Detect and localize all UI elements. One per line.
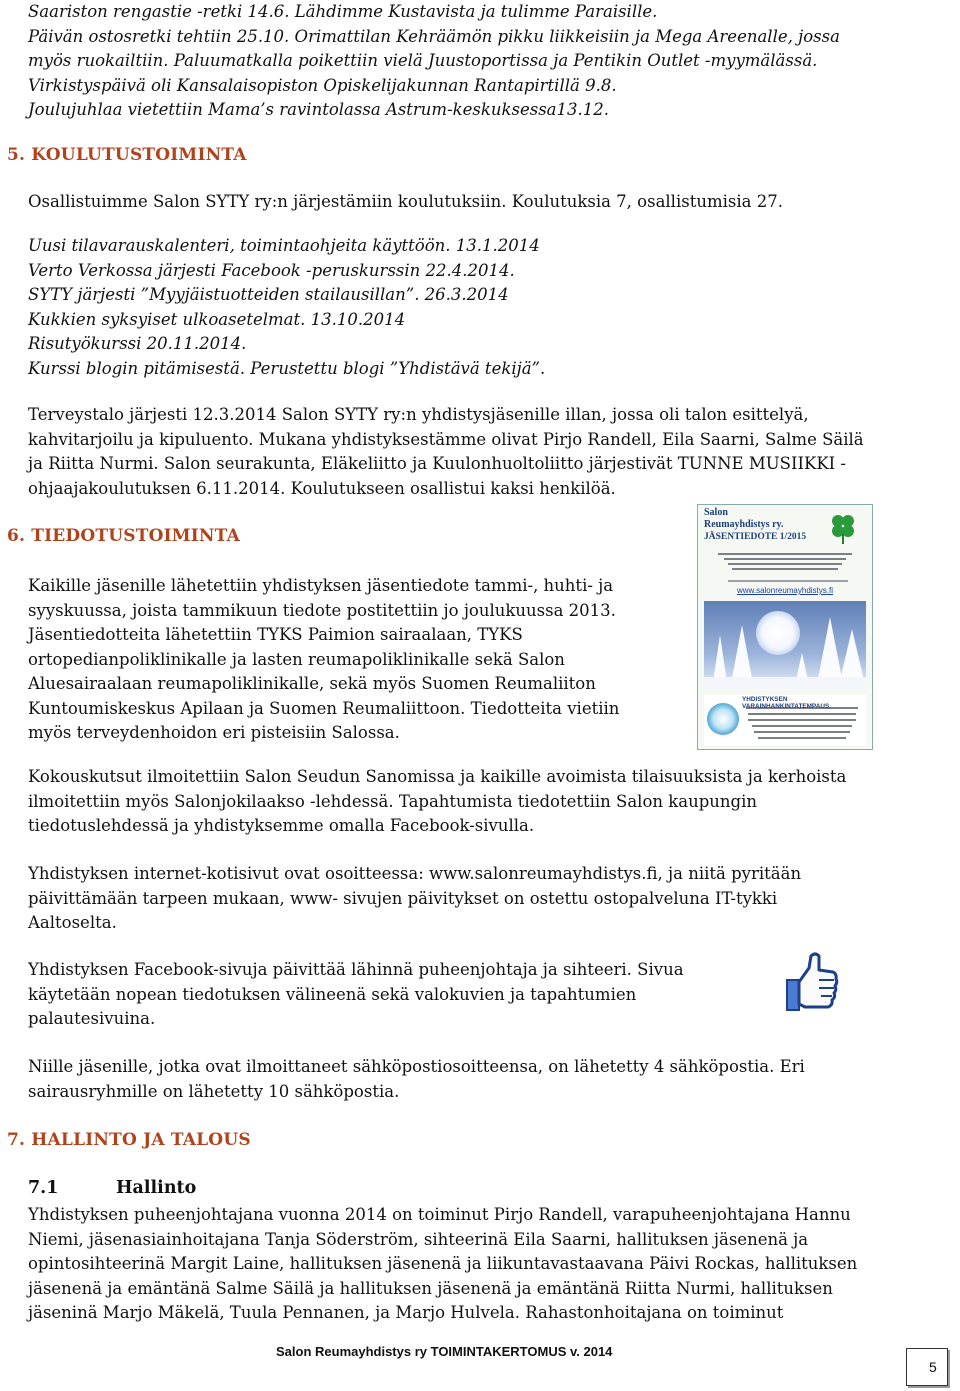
list-item: Risutyökurssi 20.11.2014. [28,334,247,353]
section5-intro: Osallistuimme Salon SYTY ry:n järjestämiin koulutuksiin. Koulutuksia 7, osallistumisia 27. [28,192,783,211]
section6-p3: Yhdistyksen internet-kotisivut ovat osoitteessa: www.salonreumayhdistys.fi, ja niitä pyritään päivittämään tarpeen mukaan, www- sivujen päivitykset on ostettu ostopalveluna IT-tykki Aaltoselta. [28,864,802,932]
section6-p4: Yhdistyksen Facebook-sivuja päivittää lähinnä puheenjohtaja ja sihteeri. Sivua käytetään nopean tiedotuksen välineenä sekä valokuvien ja tapahtumien palautesivuina. [28,960,684,1028]
list-item: Kukkien syksyiset ulkoasetelmat. 13.10.2014 [28,309,406,329]
newsletter-url: www.salonreumayhdistys.fi [736,586,834,595]
page-footer: Salon Reumayhdistys ry TOIMINTAKERTOMUS v. 2014 [276,1344,613,1359]
section-heading-6: 6. TIEDOTUSTOIMINTA [7,526,240,546]
intro-block [28,0,840,123]
section6-p2: Kokouskutsut ilmoitettiin Salon Seudun Sanomissa ja kaikille avoimista tilaisuuksista ja kerhoista ilmoitettiin myös Salonjokilaakso -lehdessä. Tapahtumista tiedotettiin Salon kaupungin tiedotuslehdessä ja yhdistyksemme omalla Facebook-sivulla. [28,767,847,835]
newsletter-image [697,504,873,750]
training-list [28,234,545,381]
intro-line: Joulujuhlaa vietettiin Mama’s ravintolassa Astrum-keskuksessa13.12. [28,100,609,119]
intro-line: Päivän ostosretki tehtiin 25.10. Orimattilan Kehräämön pikku liikkeisiin ja Mega Areenalle, jossa [28,26,840,46]
section7-paragraph: Yhdistyksen puheenjohtajana vuonna 2014 on toiminut Pirjo Randell, varapuheenjohtajana Hannu Niemi, jäsenasiainhoitajana Tanja Söderström, sihteerinä Eila Saarni, hallituksen jäsenenä ja opintosihteerinä Margit Laine, hallituksen jäsenenä ja liikuntavastaavana Päivi Rockas, hallituksen jäsenenä ja emäntänä Salme Säilä ja hallituksen jäsenenä ja emäntänä Riitta Nurmi, hallituksen jäseninä Marjo Mäkelä, Tuula Pennanen, ja Marjo Hulvela. Rahastonhoitajana on toiminut [28,1205,858,1322]
subsection-number: 7.1 [28,1178,59,1198]
section6-p1: Kaikille jäsenille lähetettiin yhdistyksen jäsentiedote tammi-, huhti- ja syyskuussa, joista tammikuun tiedote postitettiin jo joulukuussa 2013. Jäsentiedotteita lähetettiin TYKS Paimion sairaalaan, TYKS ortopedianpoliklinikalle ja lasten reumapoliklinikalle sekä Salon Aluesairaalaan reumapoliklinikalle, sekä myös Suomen Reumaliiton Kuntoumiskeskus Apilaan ja Suomen Reumaliittoon. Tiedotteita vietiin myös terveydenhoidon eri pisteisiin Salossa. [28,576,620,742]
section-heading-7: 7. HALLINTO JA TALOUS [7,1130,251,1150]
list-item: Verto Verkossa järjesti Facebook -peruskurssin 22.4.2014. [28,260,515,280]
newsletter-bottom-title: YHDISTYKSEN VARAINHANKINTATEMPAUS [742,696,830,710]
section5-paragraph: Terveystalo järjesti 12.3.2014 Salon SYTY ry:n yhdistysjäsenille illan, jossa oli talon esittelyä, kahvitarjoilu ja kipuluento. Mukana yhdistyksestämme olivat Pirjo Randell, Eila Saarni, Salme Säilä ja Riitta Nurmi. Salon seurakunta, Eläkeliitto ja Kuulonhuoltoliitto järjestivät TUNNE MUSIIKKI - ohjaajakoulutuksen 6.11.2014. Koulutukseen osallistui kaksi henkilöä. [28,405,864,498]
subsection-title: Hallinto [116,1178,197,1198]
section-heading-5: 5. KOULUTUSTOIMINTA [7,145,247,165]
list-item: Uusi tilavarauskalenteri, toimintaohjeita käyttöön. 13.1.2014 [28,236,540,255]
newsletter-title: JÄSENTIEDOTE 1/2015 [704,532,807,542]
intro-line: Saariston rengastie -retki 14.6. Lähdimme Kustavista ja tulimme Paraisille. [28,2,658,21]
subsection-heading-7-1 [28,1178,196,1198]
intro-line: myös ruokailtiin. Paluumatkalla poikettiin vielä Juustoportissa ja Pentikin Outlet -myymälässä. [28,51,818,70]
page-number: 5 [929,1359,937,1375]
thumbs-up-icon [779,950,839,1018]
newsletter-org2: Reumayhdistys ry. [704,519,784,530]
list-item: SYTY järjesti ”Myyjäistuotteiden stailausillan”. 26.3.2014 [28,285,509,304]
section6-p5: Niille jäsenille, jotka ovat ilmoittaneet sähköpostiosoitteensa, on lähetetty 4 sähköpostia. Eri sairausryhmille on lähetetty 10 sähköpostia. [28,1057,805,1101]
intro-line: Virkistyspäivä oli Kansalaisopiston Opiskelijakunnan Rantapirtillä 9.8. [28,75,617,95]
newsletter-org: Salon [704,507,728,518]
list-item: Kurssi blogin pitämisestä. Perustettu blogi ”Yhdistävä tekijä”. [28,358,546,378]
page-number-box [906,1348,948,1386]
